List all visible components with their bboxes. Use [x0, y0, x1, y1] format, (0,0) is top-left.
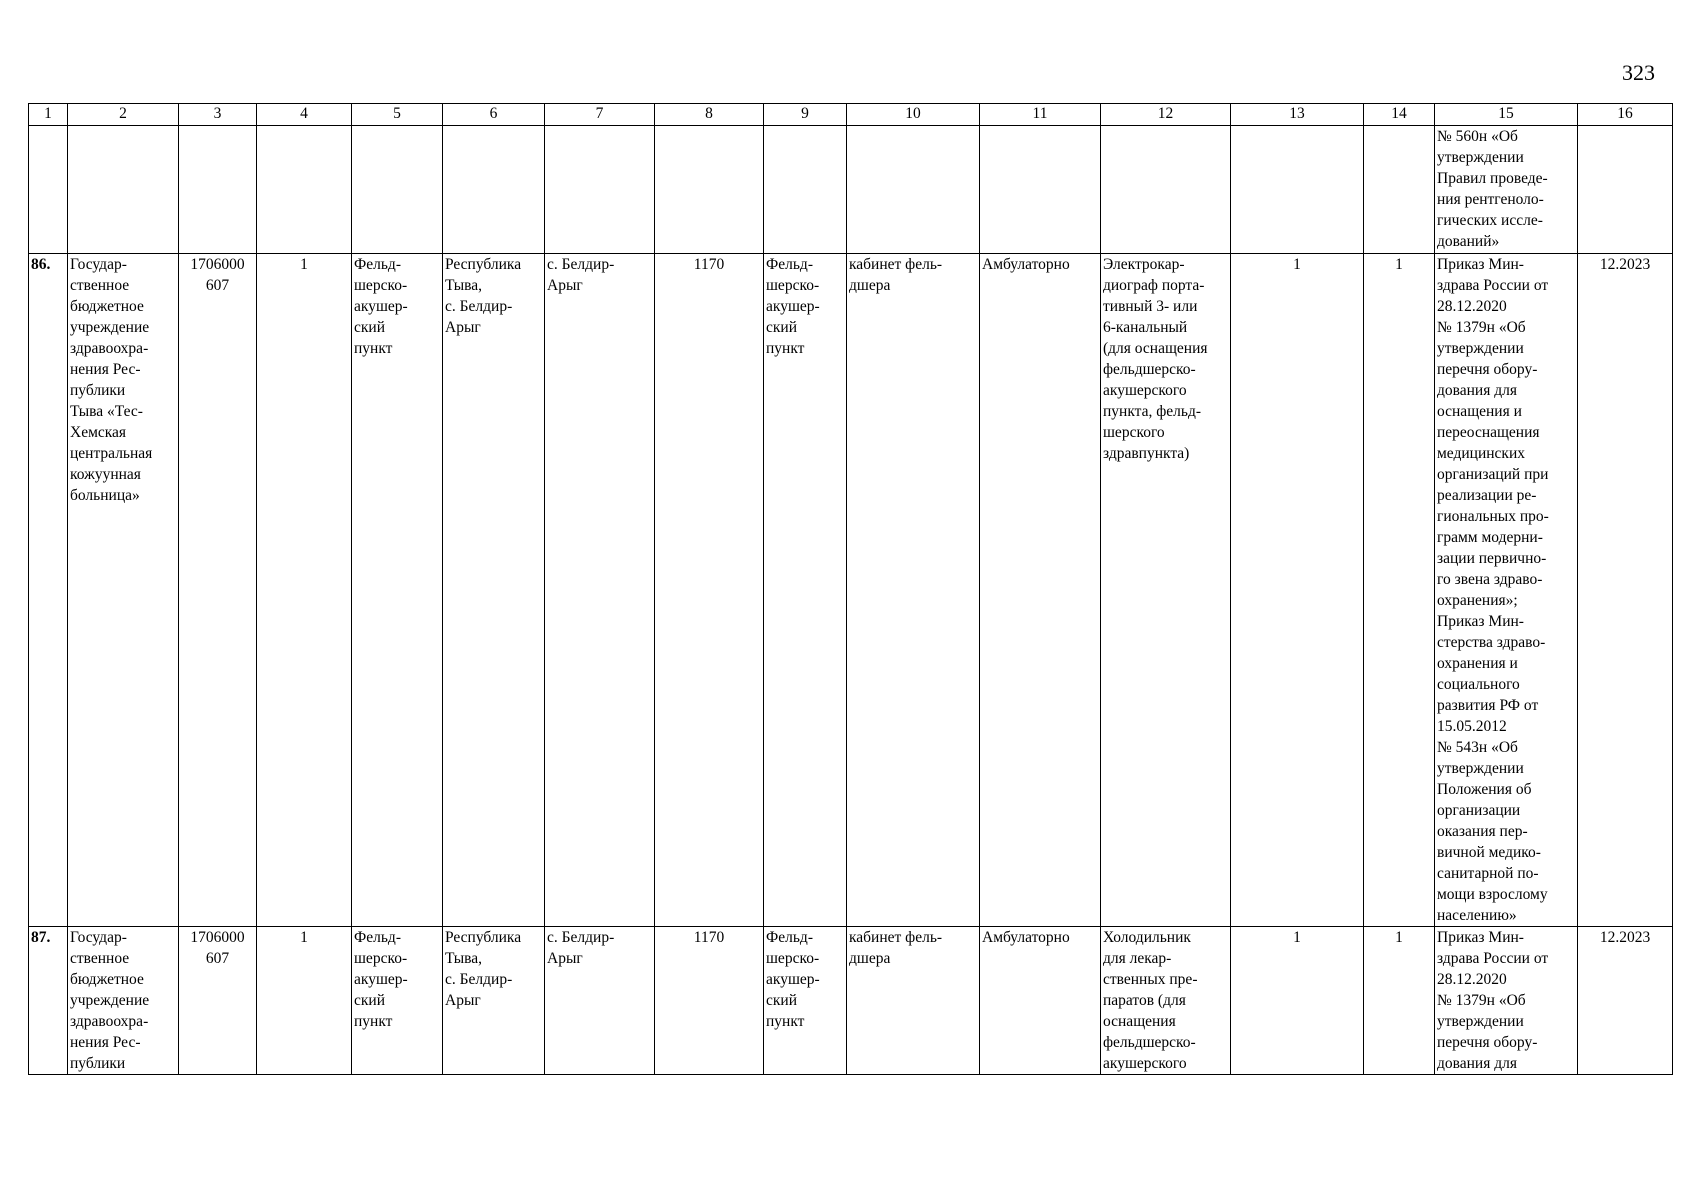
org-code — [179, 126, 257, 254]
room: кабинет фель- дшера — [847, 927, 980, 1075]
column-header-4: 4 — [257, 104, 352, 126]
quantity-required — [1231, 126, 1364, 254]
quantity-required: 1 — [1231, 927, 1364, 1075]
column-header-9: 9 — [764, 104, 847, 126]
address: Республика Тыва, с. Белдир- Арыг — [443, 927, 545, 1075]
unit-type — [764, 126, 847, 254]
address: Республика Тыва, с. Белдир- Арыг — [443, 254, 545, 927]
org-code: 1706000 607 — [179, 254, 257, 927]
quantity-planned: 1 — [1364, 254, 1435, 927]
column-header-13: 13 — [1231, 104, 1364, 126]
equipment: Холодильник для лекар- ственных пре- паратов (для оснащения фельдшерско- акушерского — [1101, 927, 1231, 1075]
facility-type — [352, 126, 443, 254]
room: кабинет фель- дшера — [847, 254, 980, 927]
row-number: 86. — [29, 254, 68, 927]
page-number: 323 — [1622, 60, 1655, 85]
column-header-7: 7 — [545, 104, 655, 126]
org-code: 1706000 607 — [179, 927, 257, 1075]
care-condition: Амбулаторно — [980, 254, 1101, 927]
quantity-required: 1 — [1231, 254, 1364, 927]
table-row — [29, 927, 1673, 1075]
legal-basis: Приказ Мин- здрава России от 28.12.2020 № 1379н «Об утверждении перечня обору- дования для оснащения и переоснащения медицинских организаций при реализации ре- гиональных про- грамм модерни- зации первично- го звена здраво- охранения»; Приказ Мин- стерства здраво- охранения и социального развития РФ от 15.05.2012 № 543н «Об утверждении Положения об организации оказания пер- вичной медико- санитарной по- мощи взрослому населению» — [1435, 254, 1578, 927]
column-header-16: 16 — [1578, 104, 1673, 126]
column-header-11: 11 — [980, 104, 1101, 126]
organization-name: Государ- ственное бюджетное учреждение здравоохра- нения Рес- публики — [68, 927, 179, 1075]
facility-type: Фельд- шерско- акушер- ский пункт — [352, 927, 443, 1075]
care-condition — [980, 126, 1101, 254]
column-header-15: 15 — [1435, 104, 1578, 126]
document-table — [28, 103, 1673, 1075]
header-row — [29, 104, 1673, 126]
cell-col4: 1 — [257, 927, 352, 1075]
care-condition: Амбулаторно — [980, 927, 1101, 1075]
quantity-planned: 1 — [1364, 927, 1435, 1075]
address — [443, 126, 545, 254]
equipment — [1101, 126, 1231, 254]
column-header-3: 3 — [179, 104, 257, 126]
table-row — [29, 254, 1673, 927]
quantity-planned — [1364, 126, 1435, 254]
population: 1170 — [655, 927, 764, 1075]
population — [655, 126, 764, 254]
room — [847, 126, 980, 254]
settlement: с. Белдир- Арыг — [545, 927, 655, 1075]
column-header-8: 8 — [655, 104, 764, 126]
deadline — [1578, 126, 1673, 254]
deadline: 12.2023 — [1578, 927, 1673, 1075]
organization-name — [68, 126, 179, 254]
column-header-12: 12 — [1101, 104, 1231, 126]
column-header-6: 6 — [443, 104, 545, 126]
column-header-5: 5 — [352, 104, 443, 126]
facility-type: Фельд- шерско- акушер- ский пункт — [352, 254, 443, 927]
population: 1170 — [655, 254, 764, 927]
settlement: с. Белдир- Арыг — [545, 254, 655, 927]
unit-type: Фельд- шерско- акушер- ский пункт — [764, 927, 847, 1075]
legal-basis: № 560н «Об утверждении Правил проведе- ния рентгеноло- гических иссле- дований» — [1435, 126, 1578, 254]
settlement — [545, 126, 655, 254]
unit-type: Фельд- шерско- акушер- ский пункт — [764, 254, 847, 927]
cell-col4: 1 — [257, 254, 352, 927]
table-row — [29, 126, 1673, 254]
organization-name: Государ- ственное бюджетное учреждение здравоохра- нения Рес- публики Тыва «Тес- Хемская центральная кожуунная больница» — [68, 254, 179, 927]
row-number: 87. — [29, 927, 68, 1075]
deadline: 12.2023 — [1578, 254, 1673, 927]
column-header-2: 2 — [68, 104, 179, 126]
row-number — [29, 126, 68, 254]
column-header-1: 1 — [29, 104, 68, 126]
column-header-10: 10 — [847, 104, 980, 126]
cell-col4 — [257, 126, 352, 254]
column-header-14: 14 — [1364, 104, 1435, 126]
equipment: Электрокар- диограф порта- тивный 3- или 6-канальный (для оснащения фельдшерско- акушерского пункта, фельд- шерского здравпункта) — [1101, 254, 1231, 927]
legal-basis: Приказ Мин- здрава России от 28.12.2020 № 1379н «Об утверждении перечня обору- дования для — [1435, 927, 1578, 1075]
